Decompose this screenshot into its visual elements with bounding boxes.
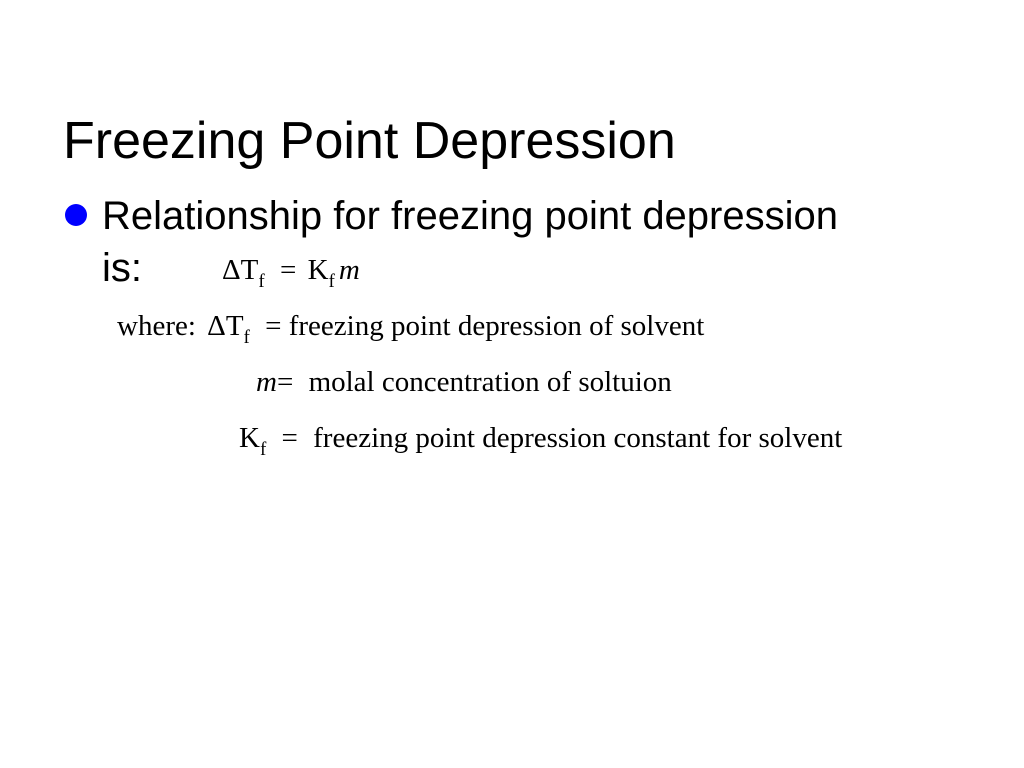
f-subscript: f [243,327,250,348]
bullet-text-line1: Relationship for freezing point depression [102,194,838,238]
kf-description: freezing point depression constant for solvent [313,422,843,454]
t-symbol: T [225,310,244,342]
f-subscript: f [258,271,265,292]
slide-title: Freezing Point Depression [63,112,676,170]
m-symbol: m [256,366,277,398]
equals-sign: = [279,254,297,286]
f-subscript: f [259,439,267,460]
m-description: molal concentration of soltuion [308,366,672,398]
definition-m [256,368,672,397]
definition-kf [239,422,843,460]
equals-sign: = [281,422,298,454]
t-symbol: T [240,254,259,286]
equals-sign: = [265,310,282,342]
f-subscript: f [328,271,335,292]
delta-symbol: Δ [222,254,241,286]
definition-delta-tf [117,310,705,348]
main-equation [222,254,360,292]
delta-tf-description: freezing point depression of solvent [288,310,705,342]
equals-sign: = [276,366,294,398]
bullet-dot-icon [65,204,87,226]
m-symbol: m [338,254,360,286]
k-symbol: K [307,254,329,286]
delta-symbol: Δ [207,310,226,342]
where-label: where: [117,310,196,342]
bullet-text-line2: is: [102,246,142,290]
k-symbol: K [239,422,260,454]
